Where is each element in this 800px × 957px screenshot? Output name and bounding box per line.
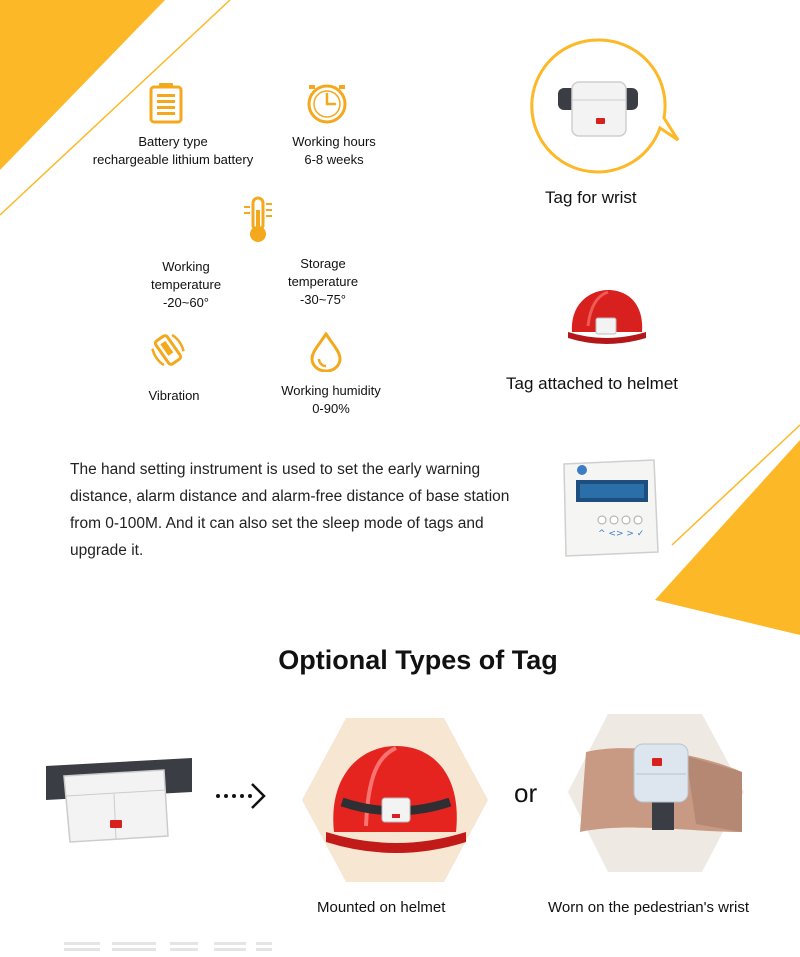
clock-icon (306, 83, 348, 125)
wrist-tag-image (44, 748, 194, 848)
working-humidity-label: Working humidity 0-90% (281, 383, 381, 416)
or-separator: or (514, 778, 538, 808)
arrow-icon (214, 780, 268, 812)
hand-setting-instrument-image (558, 456, 662, 558)
wrist-tag-caption: Tag for wrist (545, 188, 637, 207)
vibration-icon (149, 330, 187, 370)
storage-temperature-label: Storage temperature -30~75° (287, 256, 359, 307)
vibration-label: Vibration (148, 388, 200, 403)
worn-on-wrist-caption: Worn on the pedestrian's wrist (548, 899, 750, 916)
helmet-tag-image (566, 286, 648, 350)
helmet-mounted-image (300, 716, 490, 886)
wrist-worn-image (566, 712, 746, 874)
working-temperature-label: Working temperature -20~60° (150, 259, 222, 310)
water-drop-icon (308, 332, 344, 372)
battery-label: Battery type rechargeable lithium battery (92, 134, 254, 167)
thermometer-icon (241, 196, 275, 244)
working-hours-label: Working hours 6-8 weeks (292, 134, 376, 167)
svg-text:^ <> > ✓: ^ <> > ✓ (598, 529, 645, 539)
optional-types-title: Optional Types of Tag (278, 645, 558, 675)
helmet-tag-caption: Tag attached to helmet (506, 374, 679, 393)
instrument-description: The hand setting instrument is used to set the early warning distance, alarm distance and alarm-free distance of base station from 0-100M. And it can also set the sleep mode of tags and upgrade it. (70, 461, 510, 559)
bottom-dots-decor (0, 938, 300, 957)
mounted-on-helmet-caption: Mounted on helmet (317, 899, 446, 916)
wrist-tag-bubble (528, 38, 688, 178)
battery-icon (149, 82, 183, 124)
